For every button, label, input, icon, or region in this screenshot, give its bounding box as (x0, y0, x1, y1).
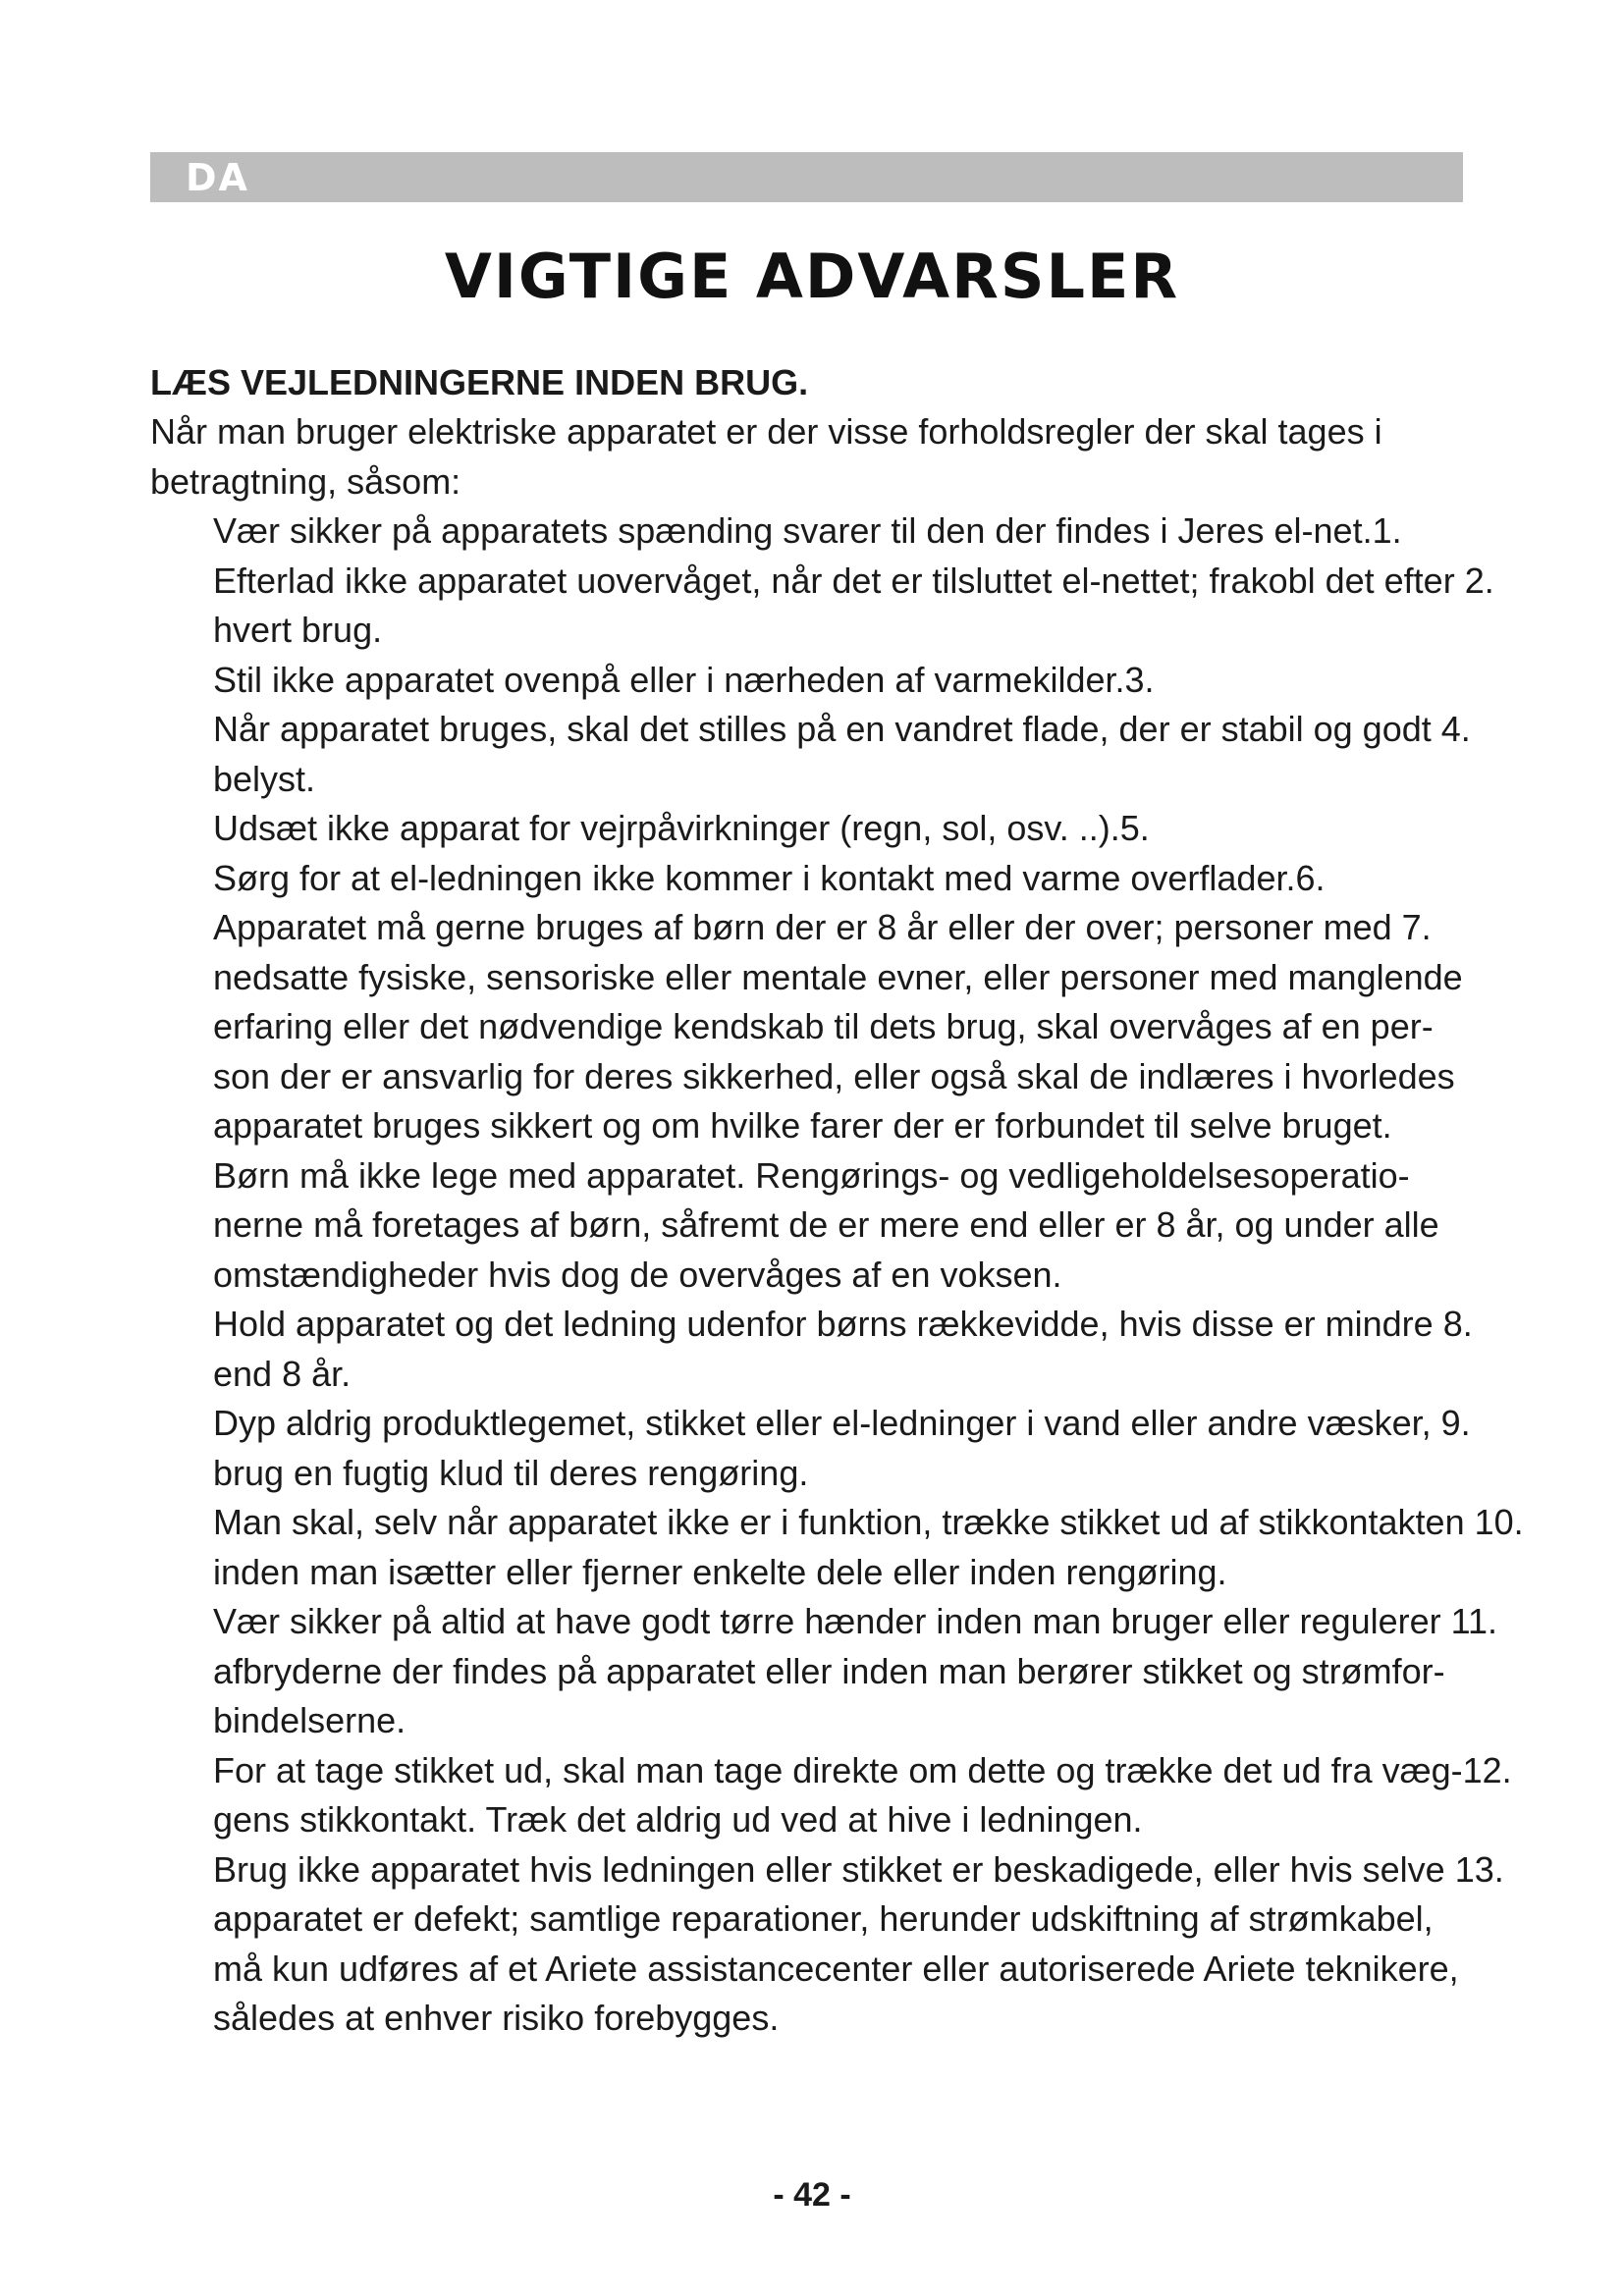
main-content (150, 358, 1525, 2044)
warning-text-line: apparatet er defekt; samtlige reparationer, herunder udskiftning af strømkabel, (213, 1898, 1434, 1939)
warning-text-line: Stil ikke apparatet ovenpå eller i nærheden af varmekilder.3. (213, 659, 1155, 700)
warning-item (213, 1300, 1525, 1399)
warning-item (213, 507, 1525, 557)
warning-item (213, 1498, 1525, 1597)
warning-item (213, 903, 1525, 1300)
intro-paragraph (150, 407, 1427, 507)
warning-item (213, 854, 1525, 904)
warning-text-line: belyst. (213, 758, 316, 799)
warning-text-line: Efterlad ikke apparatet uovervåget, når det er tilsluttet el-nettet; frakobl det efter 2. (213, 560, 1494, 601)
warning-text-line: Udsæt ikke apparat for vejrpåvirkninger (regn, sol, osv. ..).5. (213, 808, 1150, 848)
warning-text-line: brug en fugtig klud til deres rengøring. (213, 1452, 809, 1493)
intro-line: betragtning, såsom: (150, 460, 461, 502)
language-bar (150, 152, 1463, 202)
warning-item (213, 1746, 1525, 1845)
warning-text-line: Hold apparatet og det ledning udenfor børns rækkevidde, hvis disse er mindre 8. (213, 1304, 1473, 1344)
page-number: - 42 - (773, 2176, 851, 2214)
page-title: VIGTIGE ADVARSLER (444, 240, 1180, 312)
warning-text-line: Vær sikker på apparatets spænding svarer til den der findes i Jeres el-net.1. (213, 510, 1402, 551)
warning-text-line: bindelserne. (213, 1700, 406, 1740)
warning-item (213, 656, 1525, 706)
intro-line: Når man bruger elektriske apparatet er der visse forholdsregler der skal tages i (150, 411, 1382, 452)
warning-text-line: Sørg for at el-ledningen ikke kommer i kontakt med varme overflader.6. (213, 857, 1326, 898)
warning-item (213, 557, 1525, 656)
warning-text-line: må kun udføres af et Ariete assistancecenter eller autoriserede Ariete teknikere, (213, 1948, 1459, 1989)
warning-text-line: Vær sikker på altid at have godt tørre hænder inden man bruger eller regulerer 11. (213, 1601, 1498, 1641)
warning-text-line: Børn må ikke lege med apparatet. Rengørings- og vedligeholdelsesoperatio- (213, 1154, 1410, 1196)
warning-text-line: afbryderne der findes på apparatet eller inden man berører stikket og strømfor- (213, 1650, 1445, 1691)
warnings-list (150, 507, 1525, 2044)
warning-text-line: Apparatet må gerne bruges af børn der er 8 år eller der over; personer med 7. (213, 907, 1432, 947)
warning-text-line: omstændigheder hvis dog de overvåges af en voksen. (213, 1254, 1062, 1295)
warning-text-line: Når apparatet bruges, skal det stilles på en vandret flade, der er stabil og godt 4. (213, 709, 1471, 749)
warning-text-line: nedsatte fysiske, sensoriske eller mentale evner, eller personer med manglende (213, 956, 1463, 997)
language-code: DA (186, 156, 249, 199)
warning-text-line: hvert brug. (213, 610, 383, 650)
warning-text-line: Brug ikke apparatet hvis ledningen eller stikket er beskadigede, eller hvis selve 13. (213, 1848, 1504, 1890)
warning-text-line: Dyp aldrig produktlegemet, stikket eller el-ledninger i vand eller andre væsker, 9. (213, 1403, 1471, 1443)
warning-text-line: end 8 år. (213, 1353, 352, 1394)
warning-text-line: således at enhver risiko forebygges. (213, 1998, 780, 2038)
warning-text-line: nerne må foretages af børn, såfremt de er mere end eller er 8 år, og under alle (213, 1204, 1439, 1245)
warning-text-line: gens stikkontakt. Træk det aldrig ud ved at hive i ledningen. (213, 1799, 1143, 1840)
warning-item (213, 1399, 1525, 1498)
warning-item (213, 804, 1525, 854)
warning-item (213, 1597, 1525, 1746)
warning-item (213, 705, 1525, 804)
warning-item (213, 1845, 1525, 2044)
warning-text-line: erfaring eller det nødvendige kendskab til dets brug, skal overvåges af en per- (213, 1006, 1434, 1046)
section-subheading: LÆS VEJLEDNINGERNE INDEN BRUG. (150, 362, 809, 402)
warning-text-line: son der er ansvarlig for deres sikkerhed, eller også skal de indlæres i hvorledes (213, 1055, 1455, 1096)
warning-text-line: For at tage stikket ud, skal man tage direkte om dette og trække det ud fra væg-12. (213, 1749, 1512, 1790)
warning-text-line: Man skal, selv når apparatet ikke er i funktion, trække stikket ud af stikkontakten 10. (213, 1502, 1524, 1542)
warning-text-line: inden man isætter eller fjerner enkelte dele eller inden rengøring. (213, 1551, 1227, 1592)
warning-text-line: apparatet bruges sikkert og om hvilke farer der er forbundet til selve bruget. (213, 1105, 1392, 1146)
